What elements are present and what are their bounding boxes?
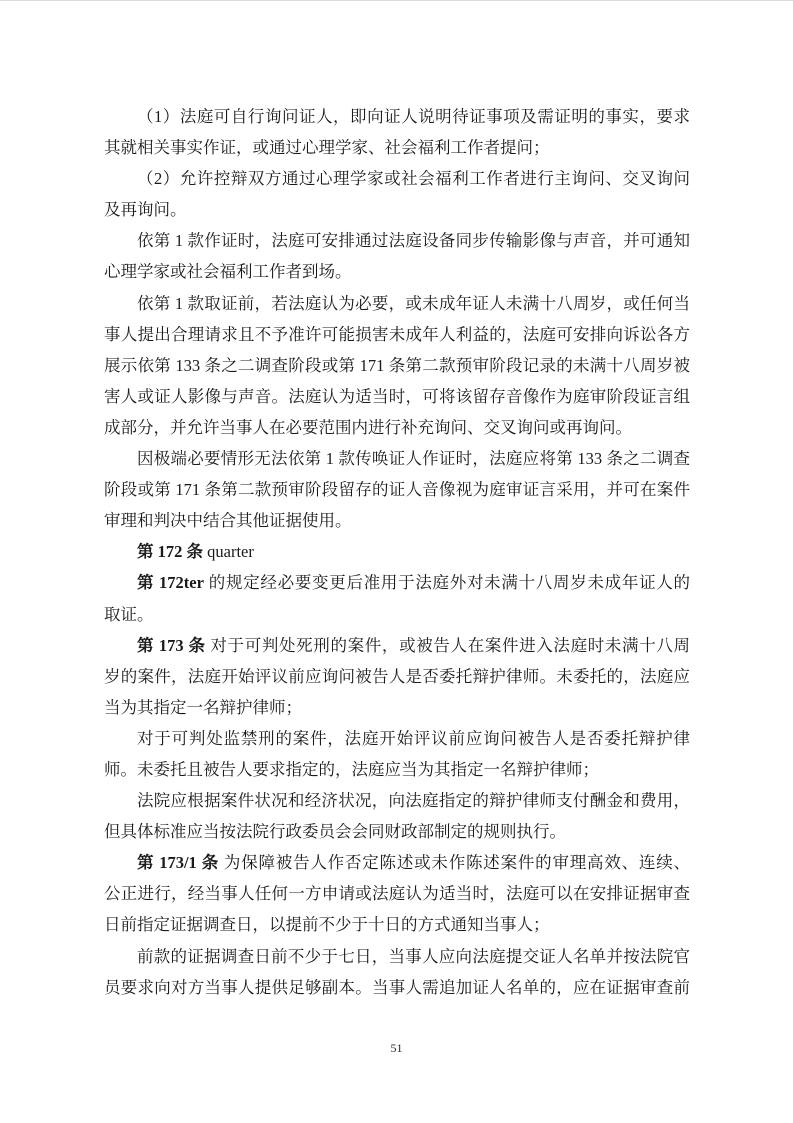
text-line	[104, 412, 690, 443]
line-text: 的规定经必要变更后准用于法庭外对未满十八周岁未成年证人的	[203, 573, 690, 593]
line-text: （2）允许控辩双方通过心理学家或社会福利工作者进行主询问、交叉询问	[137, 169, 690, 189]
text-line	[104, 225, 690, 256]
text-line	[104, 163, 690, 194]
line-text: 成部分，并允许当事人在必要范围内进行补充询问、交叉询问或再询问。	[104, 417, 632, 437]
page-number: 51	[390, 1041, 403, 1055]
line-text: 及再询问。	[104, 200, 187, 220]
line-text: 岁的案件，法庭开始评议前应询问被告人是否委托辩护律师。未委托的，法庭应	[104, 666, 690, 686]
text-line	[104, 785, 690, 816]
text-line	[104, 909, 690, 940]
text-line	[104, 692, 690, 723]
text-line	[104, 754, 690, 785]
article-number: 第 173 条	[137, 635, 206, 655]
text-line	[104, 101, 690, 132]
line-text: quarter	[203, 542, 254, 562]
line-text: 事人提出合理请求且不予准许可能损害未成年人利益的，法庭可安排向诉讼各方	[104, 324, 690, 344]
text-line	[104, 847, 690, 878]
line-text: 日前指定证据调查日，以提前不少于十日的方式通知当事人；	[104, 915, 550, 935]
line-text: 审理和判决中结合其他证据使用。	[104, 511, 352, 531]
text-line	[104, 381, 690, 412]
line-text: 展示依第 133 条之二调查阶段或第 171 条第二款预审阶段记录的未满十八周岁被	[104, 355, 690, 375]
text-line	[104, 816, 690, 847]
line-text: 对于可判处监禁刑的案件，法庭开始评议前应询问被告人是否委托辩护律	[137, 728, 690, 748]
line-text: 前款的证据调查日前不少于七日，当事人应向法庭提交证人名单并按法院官	[137, 946, 690, 966]
line-text: 害人或证人影像与声音。法庭认为适当时，可将该留存音像作为庭审阶段证言组	[104, 386, 690, 406]
line-text: 心理学家或社会福利工作者到场。	[104, 262, 352, 282]
article-number: 第 173/1 条	[137, 853, 219, 873]
text-line	[104, 132, 690, 163]
line-text: 当为其指定一名辩护律师；	[104, 697, 302, 717]
article-number: 第 172 条	[137, 542, 203, 562]
text-line	[104, 474, 690, 505]
text-line	[104, 288, 690, 319]
text-line	[104, 972, 690, 1003]
line-text: 其就相关事实作证，或通过心理学家、社会福利工作者提问；	[104, 138, 550, 158]
line-text: 依第 1 款取证前，若法庭认为必要，或未成年证人未满十八周岁，或任何当	[137, 293, 690, 313]
text-line	[104, 443, 690, 474]
text-line	[104, 630, 690, 661]
page-footer	[0, 1041, 793, 1056]
line-text: 取证。	[104, 604, 154, 624]
text-line	[104, 599, 690, 630]
line-text: 为保障被告人作否定陈述或未作陈述案件的审理高效、连续、	[219, 853, 690, 873]
line-text: 员要求向对方当事人提供足够副本。当事人需追加证人名单的，应在证据审查前	[104, 977, 690, 997]
text-line	[104, 941, 690, 972]
article-number: 第 172ter	[137, 573, 204, 593]
text-line	[104, 661, 690, 692]
text-line	[104, 319, 690, 350]
text-line	[104, 505, 690, 536]
line-text: 依第 1 款作证时，法庭可安排通过法庭设备同步传输影像与声音，并可通知	[137, 231, 690, 251]
text-line	[104, 256, 690, 287]
document-body	[104, 101, 690, 1003]
text-line	[104, 567, 690, 598]
line-text: 阶段或第 171 条第二款预审阶段留存的证人音像视为庭审证言采用，并可在案件	[104, 480, 690, 500]
line-text: 但具体标准应当按法院行政委员会会同财政部制定的规则执行。	[104, 822, 566, 842]
text-line	[104, 723, 690, 754]
line-text: 公正进行，经当事人任何一方申请或法庭认为适当时，法庭可以在安排证据审查	[104, 884, 690, 904]
line-text: （1）法庭可自行询问证人，即向证人说明待证事项及需证明的事实，要求	[137, 107, 690, 126]
text-line	[104, 878, 690, 909]
text-line	[104, 536, 690, 567]
line-text: 师。未委托且被告人要求指定的，法庭应当为其指定一名辩护律师；	[104, 759, 599, 779]
text-line	[104, 350, 690, 381]
line-text: 对于可判处死刑的案件，或被告人在案件进入法庭时未满十八周	[205, 635, 690, 655]
line-text: 因极端必要情形无法依第 1 款传唤证人作证时，法庭应将第 133 条之二调查	[137, 449, 690, 469]
line-text: 法院应根据案件状况和经济状况，向法庭指定的辩护律师支付酬金和费用，	[137, 791, 690, 811]
text-line	[104, 194, 690, 225]
